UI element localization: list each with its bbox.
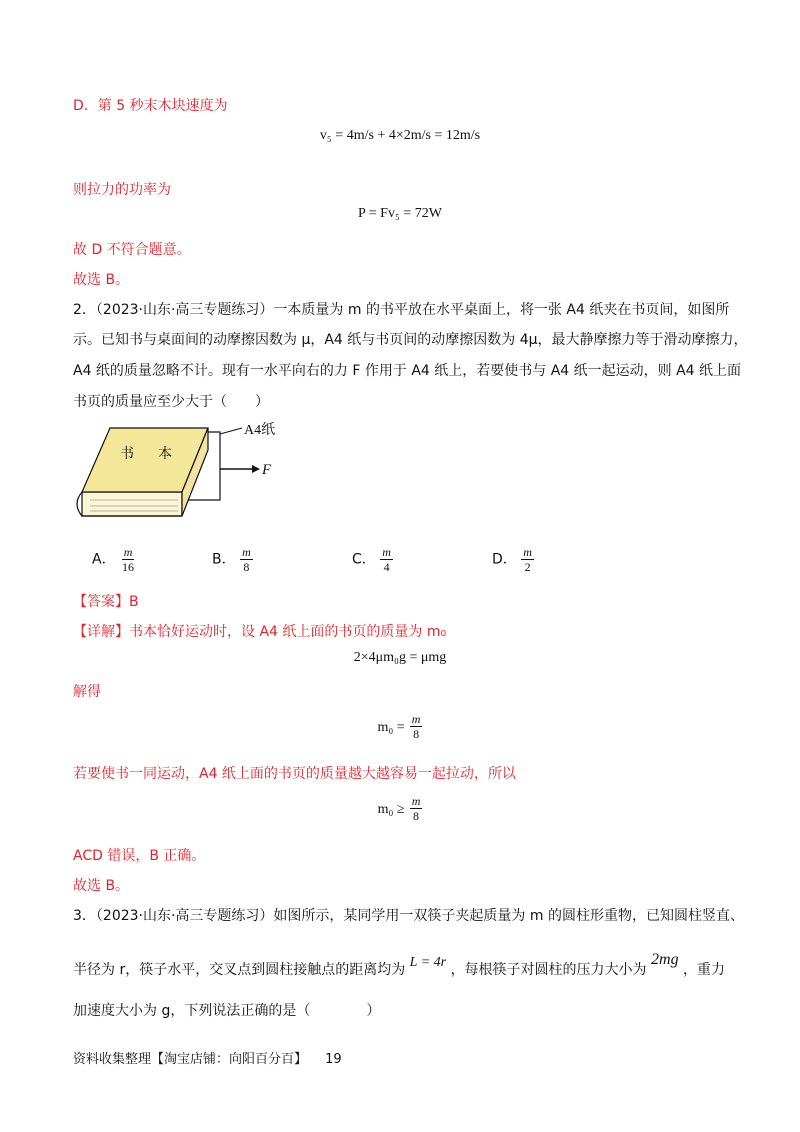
q3-eq-l: L = 4r (409, 955, 447, 970)
q3-line-2b: ，每根筷子对圆柱的压力大小为 (450, 962, 647, 978)
option-b-num: m (242, 545, 251, 559)
equation-2-num: m (411, 712, 421, 726)
force-arrow-head (252, 465, 260, 473)
reason-text: 若要使书一同运动，A4 纸上面的书页的质量越大越容易一起拉动，所以 (73, 766, 516, 782)
detail-text: 【详解】书本恰好运动时，设 A4 纸上面的书页的质量为 m₀ (73, 624, 447, 640)
book-figure (70, 420, 300, 525)
equation-3-lhs: m₀ ≥ (377, 802, 405, 817)
equation-2 (0, 712, 800, 741)
option-c-den: 4 (383, 560, 390, 574)
footer (73, 1048, 342, 1067)
option-c[interactable] (352, 545, 393, 574)
footer-text: 资料收集整理【淘宝店铺：向阳百分百】 (73, 1052, 308, 1067)
option-a[interactable] (92, 545, 136, 574)
q3-eq-force: 2mg (651, 951, 679, 968)
q3-line-2 (73, 951, 726, 981)
option-c-num: m (382, 545, 391, 559)
equation-2-den: 8 (413, 727, 420, 741)
q2-line-4: 书页的质量应至少大于（ ） (73, 394, 269, 410)
equation-3-fraction (410, 794, 423, 823)
equation-v5: v₅ = 4m/s + 4×2m/s = 12m/s (319, 128, 481, 143)
option-d-label: D． (492, 551, 517, 568)
option-d-fraction (521, 545, 534, 574)
book-pages (82, 492, 182, 516)
equation-3-num: m (411, 794, 421, 808)
choose-b-1: 故选 B。 (73, 272, 130, 288)
q2-line-1: 2．（2023·山东·高三专题练习）一本质量为 m 的书平放在水平桌面上，将一张 A4 纸夹在书页间，如图所 (73, 302, 730, 318)
option-d[interactable] (492, 545, 534, 574)
q3-line-1: 3．（2023·山东·高三专题练习）如图所示，某同学用一双筷子夹起质量为 m 的圆柱形重物，已知圆柱竖直、 (73, 908, 744, 924)
answer-label: 【答案】B (73, 594, 139, 610)
option-d-num: m (523, 545, 532, 559)
equation-3 (0, 794, 800, 823)
option-b[interactable] (212, 545, 253, 574)
d-conclusion: 故 D 不符合题意。 (73, 242, 191, 258)
option-a-label: A． (92, 551, 116, 568)
option-b-label: B． (212, 551, 236, 568)
book-text-2: 本 (158, 446, 172, 462)
option-c-fraction (380, 545, 393, 574)
option-d-heading: D．第 5 秒末木块速度为 (73, 98, 228, 114)
equation-3-den: 8 (413, 809, 420, 823)
option-b-fraction (240, 545, 253, 574)
q2-line-2: 示。已知书与桌面间的动摩擦因数为 μ，A4 纸与书页间的动摩擦因数为 4μ，最大静摩擦力等于滑动摩擦力， (73, 332, 748, 348)
equation-power: P = Fv₅ = 72W (358, 206, 442, 221)
q3-line-2a: 半径为 r，筷子水平，交叉点到圆柱接触点的距离均为 (73, 962, 406, 978)
paper-label: A4纸 (244, 423, 276, 438)
acd-conclusion: ACD 错误，B 正确。 (73, 848, 206, 864)
equation-2-lhs: m₀ = (377, 720, 405, 735)
page-number: 19 (325, 1052, 342, 1067)
option-d-den: 2 (524, 560, 531, 574)
option-a-num: m (123, 545, 133, 559)
q2-line-3: A4 纸的质量忽略不计。现有一水平向右的力 F 作用于 A4 纸上，若要使书与 A4 纸一起运动，则 A4 纸上面 (73, 363, 742, 379)
option-b-den: 8 (243, 560, 250, 574)
q3-line-2c: ，重力 (683, 962, 726, 978)
power-heading: 则拉力的功率为 (73, 182, 171, 198)
book-text-1: 书 (120, 446, 134, 462)
option-a-fraction (120, 545, 136, 574)
option-a-den: 16 (122, 560, 135, 574)
solve-label: 解得 (73, 684, 101, 700)
label-pointer (220, 428, 242, 434)
force-label: F (262, 462, 272, 478)
equation-1: 2×4μm₀g = μmg (353, 650, 447, 665)
choose-b-2: 故选 B。 (73, 878, 130, 894)
equation-2-fraction (410, 712, 423, 741)
option-c-label: C． (352, 551, 376, 568)
q3-line-3: 加速度大小为 g，下列说法正确的是（ ） (73, 1003, 381, 1019)
